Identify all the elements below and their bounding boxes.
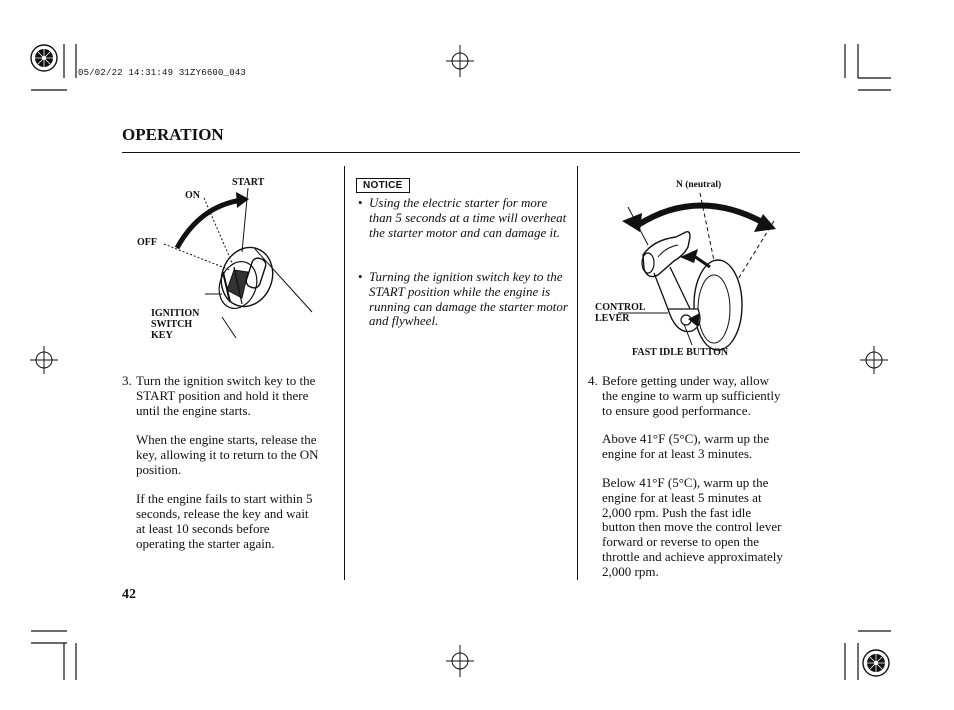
step-4-paragraph: Above 41°F (5°C), warm up the engine for at least 3 minutes. [602,431,770,462]
step-3-paragraph: Turn the ignition switch key to the START position and hold it there until the engine starts. [136,373,316,418]
notice-bullet [358,270,570,329]
page-title: OPERATION [122,125,224,144]
label-ignition-switch-key: IGNITION SWITCH KEY [151,308,200,341]
step-3-paragraph: If the engine fails to start within 5 seconds, release the key and wait at least 10 seconds before operating the starter again. [136,491,313,551]
label-start: START [232,177,265,188]
step-4-paragraph: Before getting under way, allow the engine to warm up sufficiently to ensure good performance. [602,373,781,418]
column-divider [344,166,345,580]
label-off: OFF [137,237,157,248]
column-divider [577,166,578,580]
label-control-lever: CONTROL LEVER [595,302,646,324]
notice-bullet [358,196,570,240]
page-number: 42 [122,587,136,602]
notice-bullet-text: Using the electric starter for more than 5 seconds at a time will overheat the starter motor and can damage it. [369,195,567,240]
step-3-paragraph: When the engine starts, release the key, allowing it to return to the ON position. [136,432,319,477]
notice-badge: NOTICE [356,178,410,193]
step-4 [588,374,802,580]
label-neutral: N (neutral) [676,180,722,190]
registration-starburst-icon [861,648,891,678]
label-on: ON [185,190,200,201]
notice-bullet-text: Turning the ignition switch key to the START position while the engine is running can damage the starter motor and flywheel. [369,269,568,329]
bullet-icon: • [358,269,363,284]
registration-starburst-icon [29,43,59,73]
header-rule [122,152,800,153]
print-info: 05/02/22 14:31:49 31ZY6600_043 [78,68,247,78]
bullet-icon: • [358,195,363,210]
label-fast-idle-button: FAST IDLE BUTTON [632,347,729,358]
step-3 [122,374,342,552]
control-lever-illustration [618,185,818,365]
step-number: 3. [122,373,132,388]
step-4-paragraph: Below 41°F (5°C), warm up the engine for at least 5 minutes at 2,000 rpm. Push the fast idle button then move the control lever forward or reverse to open the throttle and achieve approximately 2,000 rpm. [602,474,783,579]
step-number: 4. [588,373,598,388]
